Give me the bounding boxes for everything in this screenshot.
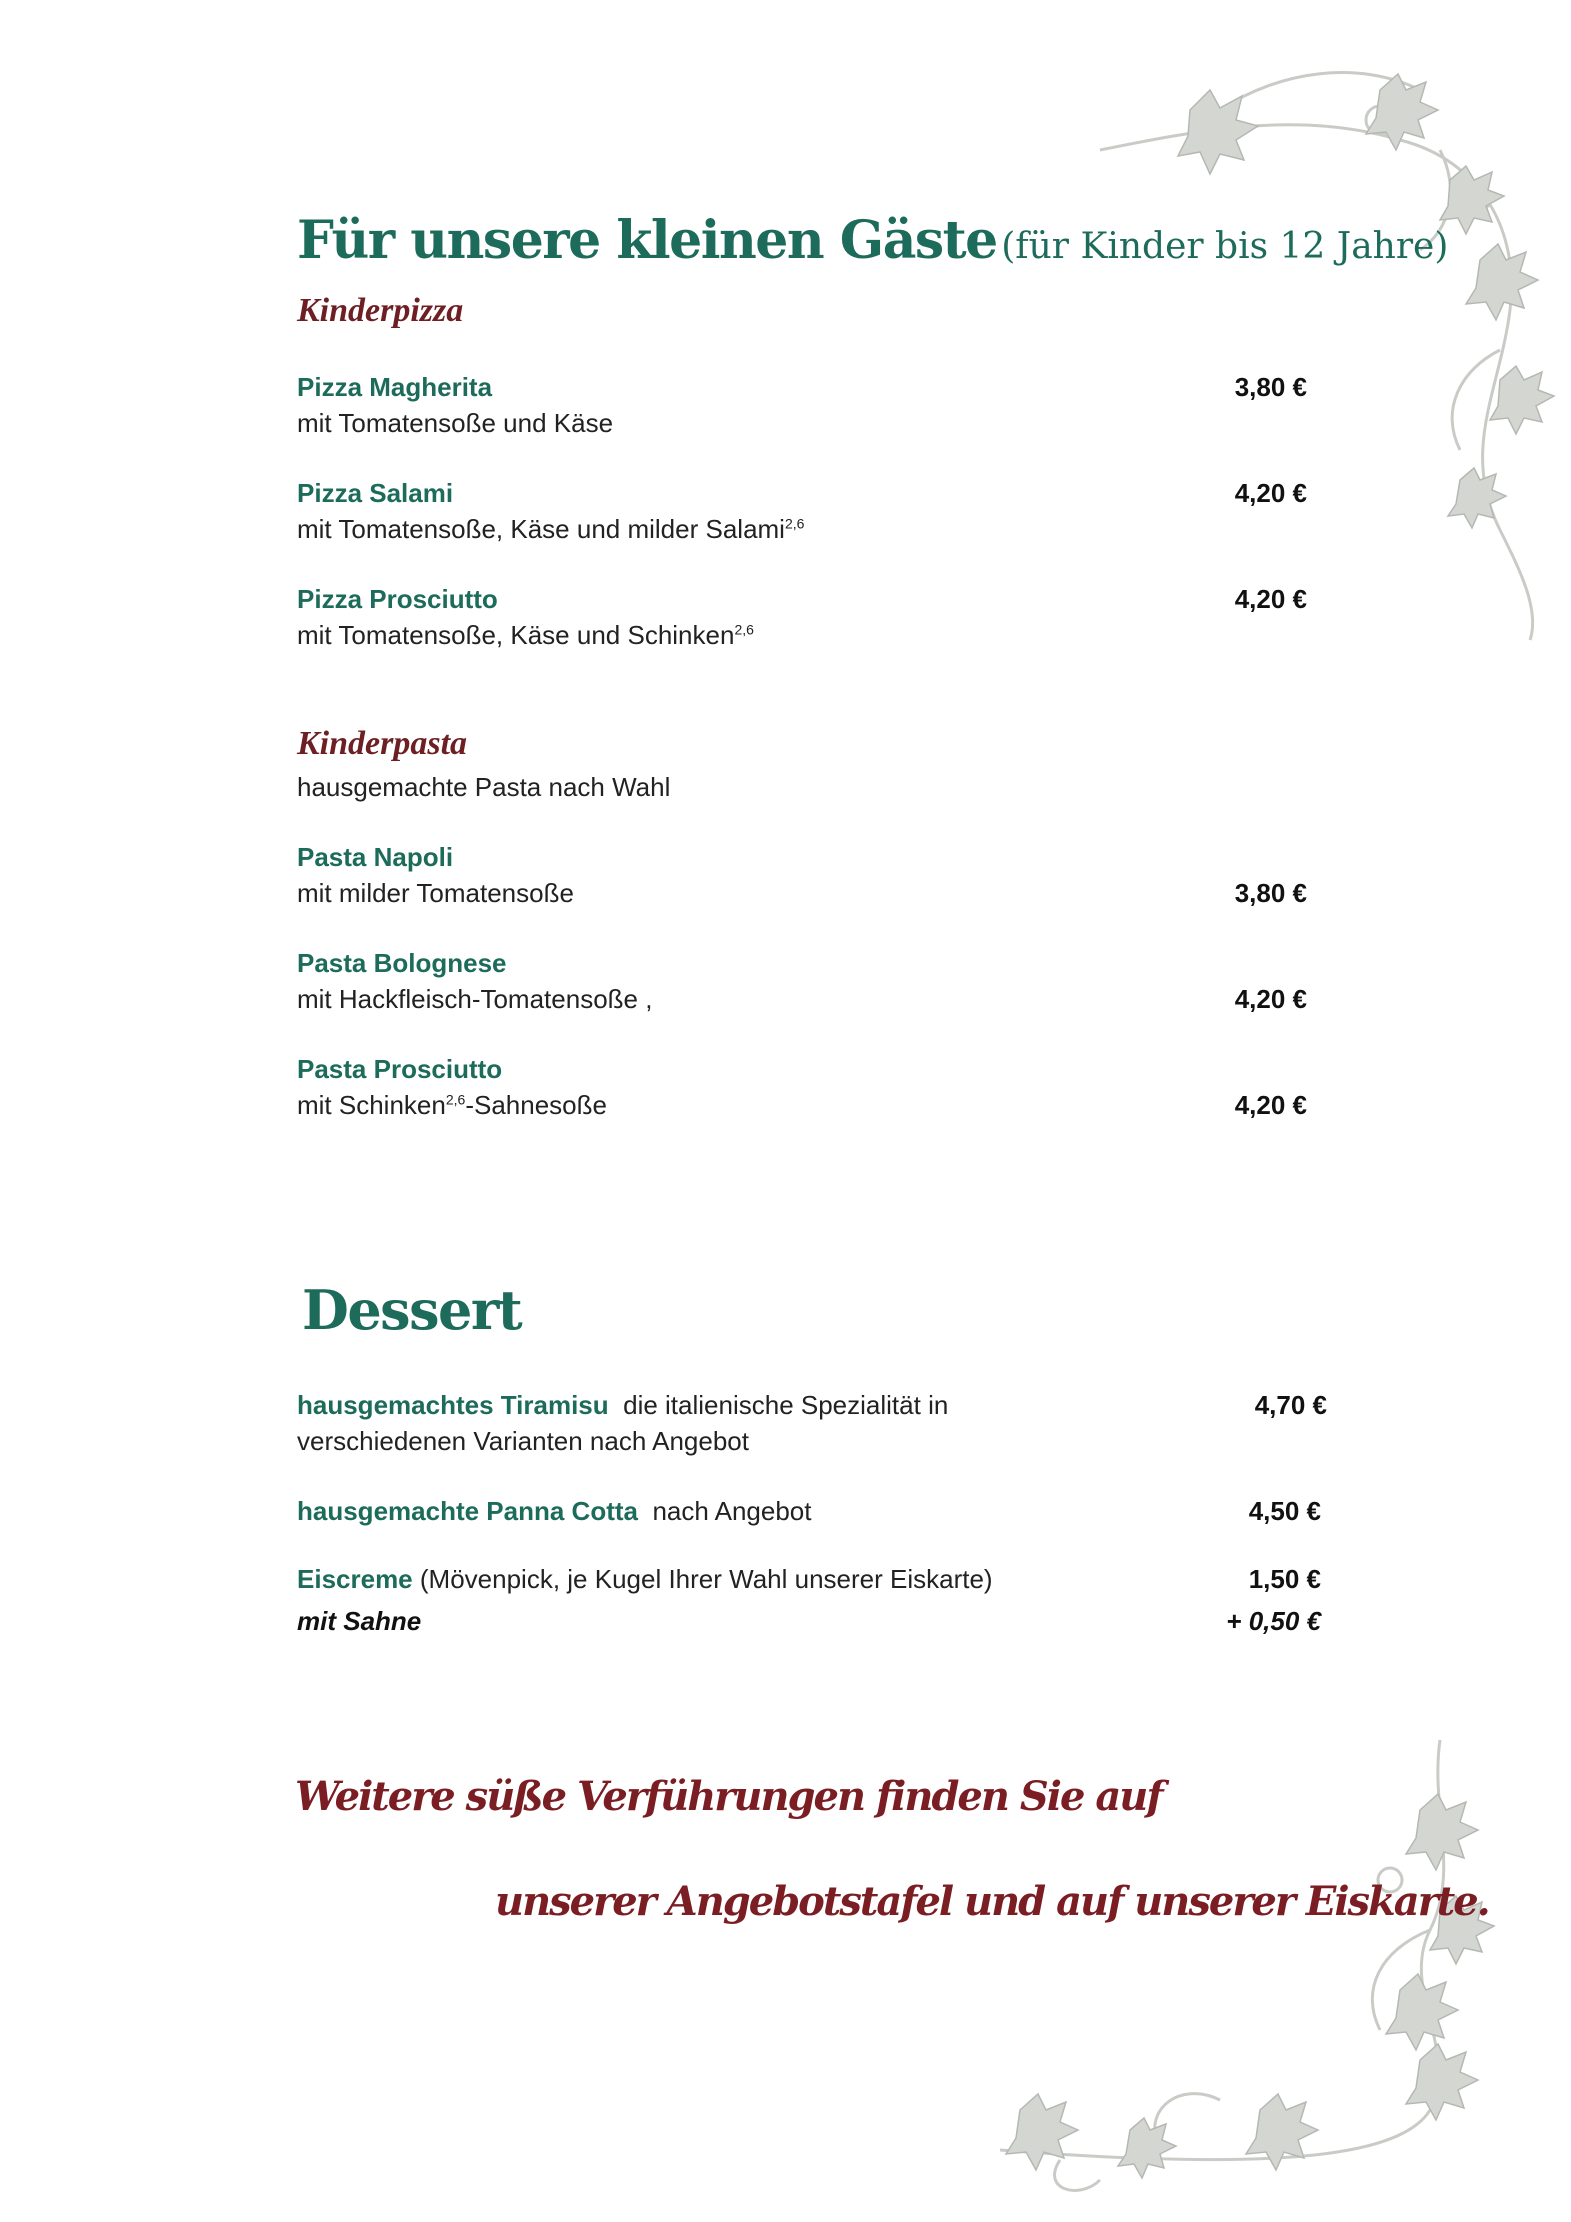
kids-heading [297, 210, 1448, 271]
sahne-label: mit Sahne [297, 1606, 422, 1636]
pasta-prosciutto-desc-a: mit Schinken [297, 1090, 446, 1120]
tiramisu-name: hausgemachtes Tiramisu [297, 1390, 609, 1420]
pasta-napoli-desc: mit milder Tomatensoße [297, 878, 574, 908]
dessert-title: Dessert [302, 1278, 522, 1342]
eiscreme-line [297, 1564, 993, 1595]
allergen-footnote: 2,6 [734, 621, 754, 638]
tiramisu-price: 4,70 € [1254, 1390, 1327, 1420]
pasta-bolognese-price: 4,20 € [1234, 984, 1307, 1014]
pasta-prosciutto-desc-b: -Sahnesoße [465, 1090, 607, 1120]
closing-line-1: Weitere süße Verführungen finden Sie auf [295, 1773, 1162, 1820]
pasta-prosciutto-price: 4,20 € [1234, 1090, 1307, 1120]
pizza-salami-desc [297, 514, 804, 545]
pizza-salami-price: 4,20 € [1234, 478, 1307, 508]
pasta-bolognese-name: Pasta Bolognese [297, 948, 507, 978]
closing-line-2: unserer Angebotstafel und auf unserer Eiskarte. [495, 1878, 1489, 1925]
eiscreme-price: 1,50 € [1248, 1564, 1321, 1594]
eiscreme-desc: (Mövenpick, je Kugel Ihrer Wahl unserer Eiskarte) [419, 1564, 993, 1594]
pizza-prosciutto-price: 4,20 € [1234, 584, 1307, 614]
kids-subtitle: (für Kinder bis 12 Jahre) [1001, 226, 1449, 267]
panna-cotta-desc: nach Angebot [652, 1496, 812, 1526]
pizza-prosciutto-name: Pizza Prosciutto [297, 584, 498, 614]
kids-title: Für unsere kleinen Gäste [297, 210, 997, 271]
pasta-prosciutto-name: Pasta Prosciutto [297, 1054, 503, 1084]
pasta-prosciutto-desc [297, 1090, 607, 1121]
kinderpasta-intro: hausgemachte Pasta nach Wahl [297, 772, 671, 802]
pizza-prosciutto-desc [297, 620, 754, 651]
pasta-napoli-name: Pasta Napoli [297, 842, 454, 872]
panna-cotta-name: hausgemachte Panna Cotta [297, 1496, 638, 1526]
pasta-napoli-price: 3,80 € [1234, 878, 1307, 908]
panna-cotta-price: 4,50 € [1248, 1496, 1321, 1526]
tiramisu-line [297, 1390, 948, 1421]
pizza-salami-name: Pizza Salami [297, 478, 454, 508]
pizza-prosciutto-desc-text: mit Tomatensoße, Käse und Schinken [297, 620, 735, 650]
pasta-bolognese-desc: mit Hackfleisch-Tomatensoße , [297, 984, 653, 1014]
pizza-magherita-price: 3,80 € [1234, 372, 1307, 402]
allergen-footnote: 2,6 [445, 1091, 466, 1108]
kinderpasta-title: Kinderpasta [297, 725, 468, 762]
pizza-magherita-desc: mit Tomatensoße und Käse [297, 408, 614, 438]
panna-cotta-line [297, 1496, 811, 1527]
tiramisu-desc-line2: verschiedenen Varianten nach Angebot [297, 1426, 749, 1456]
pizza-salami-desc-text: mit Tomatensoße, Käse und milder Salami [297, 514, 785, 544]
kinderpizza-title: Kinderpizza [297, 292, 464, 329]
sahne-price: + 0,50 € [1226, 1606, 1321, 1636]
allergen-footnote: 2,6 [784, 515, 805, 532]
vine-ornament-top-right-icon [1080, 50, 1560, 650]
pizza-magherita-name: Pizza Magherita [297, 372, 493, 402]
tiramisu-desc: die italienische Spezialität in [623, 1390, 949, 1420]
eiscreme-name: Eiscreme [297, 1564, 413, 1594]
